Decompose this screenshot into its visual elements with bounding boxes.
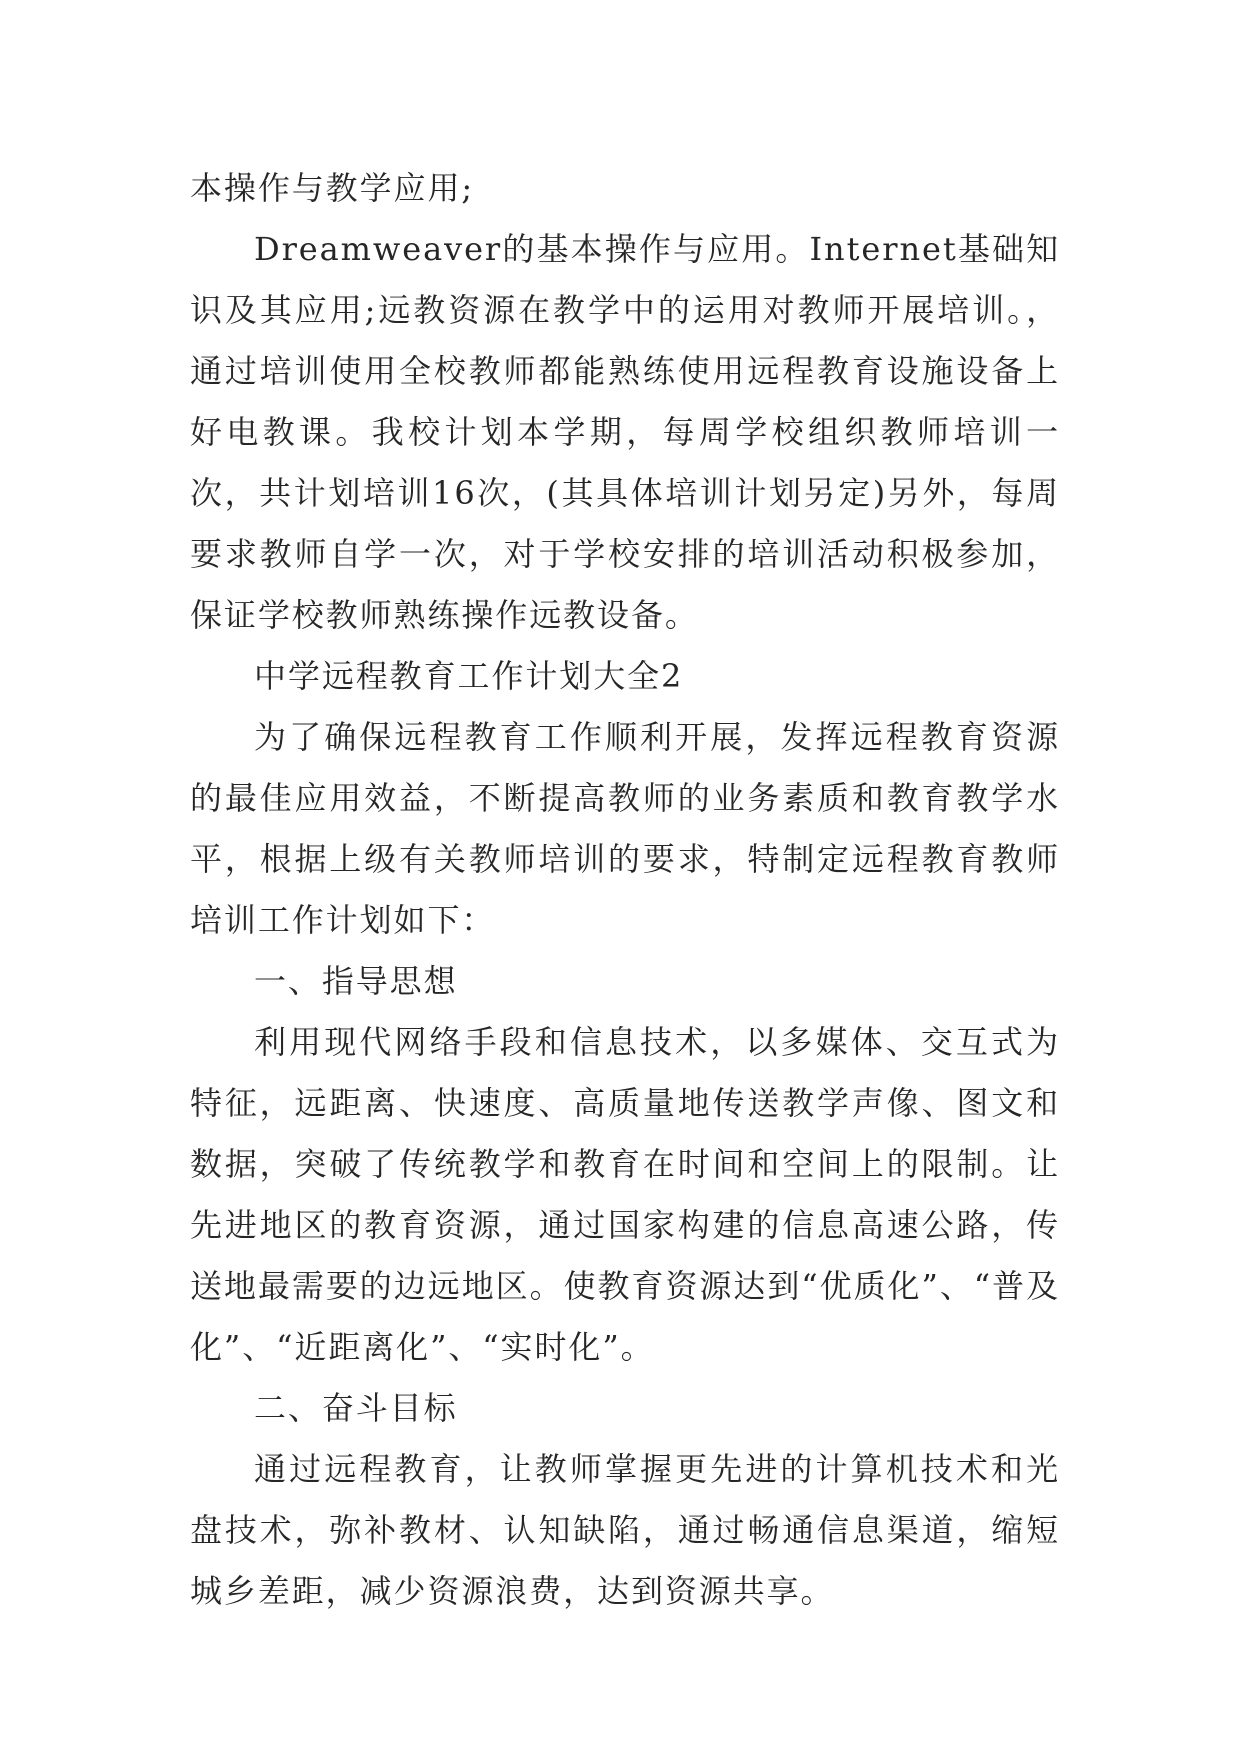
paragraph-training-content: Dreamweaver的基本操作与应用。Internet基础知识及其应用;远教资源在教学中的运用对教师开展培训。，通过培训使用全校教师都能熟练使用远程教育设施设备上好电教课。我校计划本学期，每周学校组织教师培训一次，共计划培训16次，(其具体培训计划另定)另外，每周要求教师自学一次，对于学校安排的培训活动积极参加，保证学校教师熟练操作远教设备。 [190,230,1060,634]
paragraph-intro: 为了确保远程教育工作顺利开展，发挥远程教育资源的最佳应用效益，不断提高教师的业务素质和教育教学水平，根据上级有关教师培训的要求，特制定远程教育教师培训工作计划如下： [190,718,1060,939]
paragraph-guiding-thought: 利用现代网络手段和信息技术，以多媒体、交互式为特征，远距离、快速度、高质量地传送教学声像、图文和数据，突破了传统教学和教育在时间和空间上的限制。让先进地区的教育资源，通过国家构建的信息高速公路，传送地最需要的边远地区。使教育资源达到“优质化”、“普及化”、“近距离化”、“实时化”。 [190,1023,1060,1366]
section-title: 中学远程教育工作计划大全2 [254,657,684,695]
heading-goals: 二、奋斗目标 [254,1389,458,1427]
document-body [190,158,1060,1622]
heading-guiding-thought: 一、指导思想 [254,962,458,1000]
paragraph-continuation: 本操作与教学应用; [190,169,475,207]
paragraph-goals: 通过远程教育，让教师掌握更先进的计算机技术和光盘技术，弥补教材、认知缺陷，通过畅通信息渠道，缩短城乡差距，减少资源浪费，达到资源共享。 [190,1450,1060,1610]
